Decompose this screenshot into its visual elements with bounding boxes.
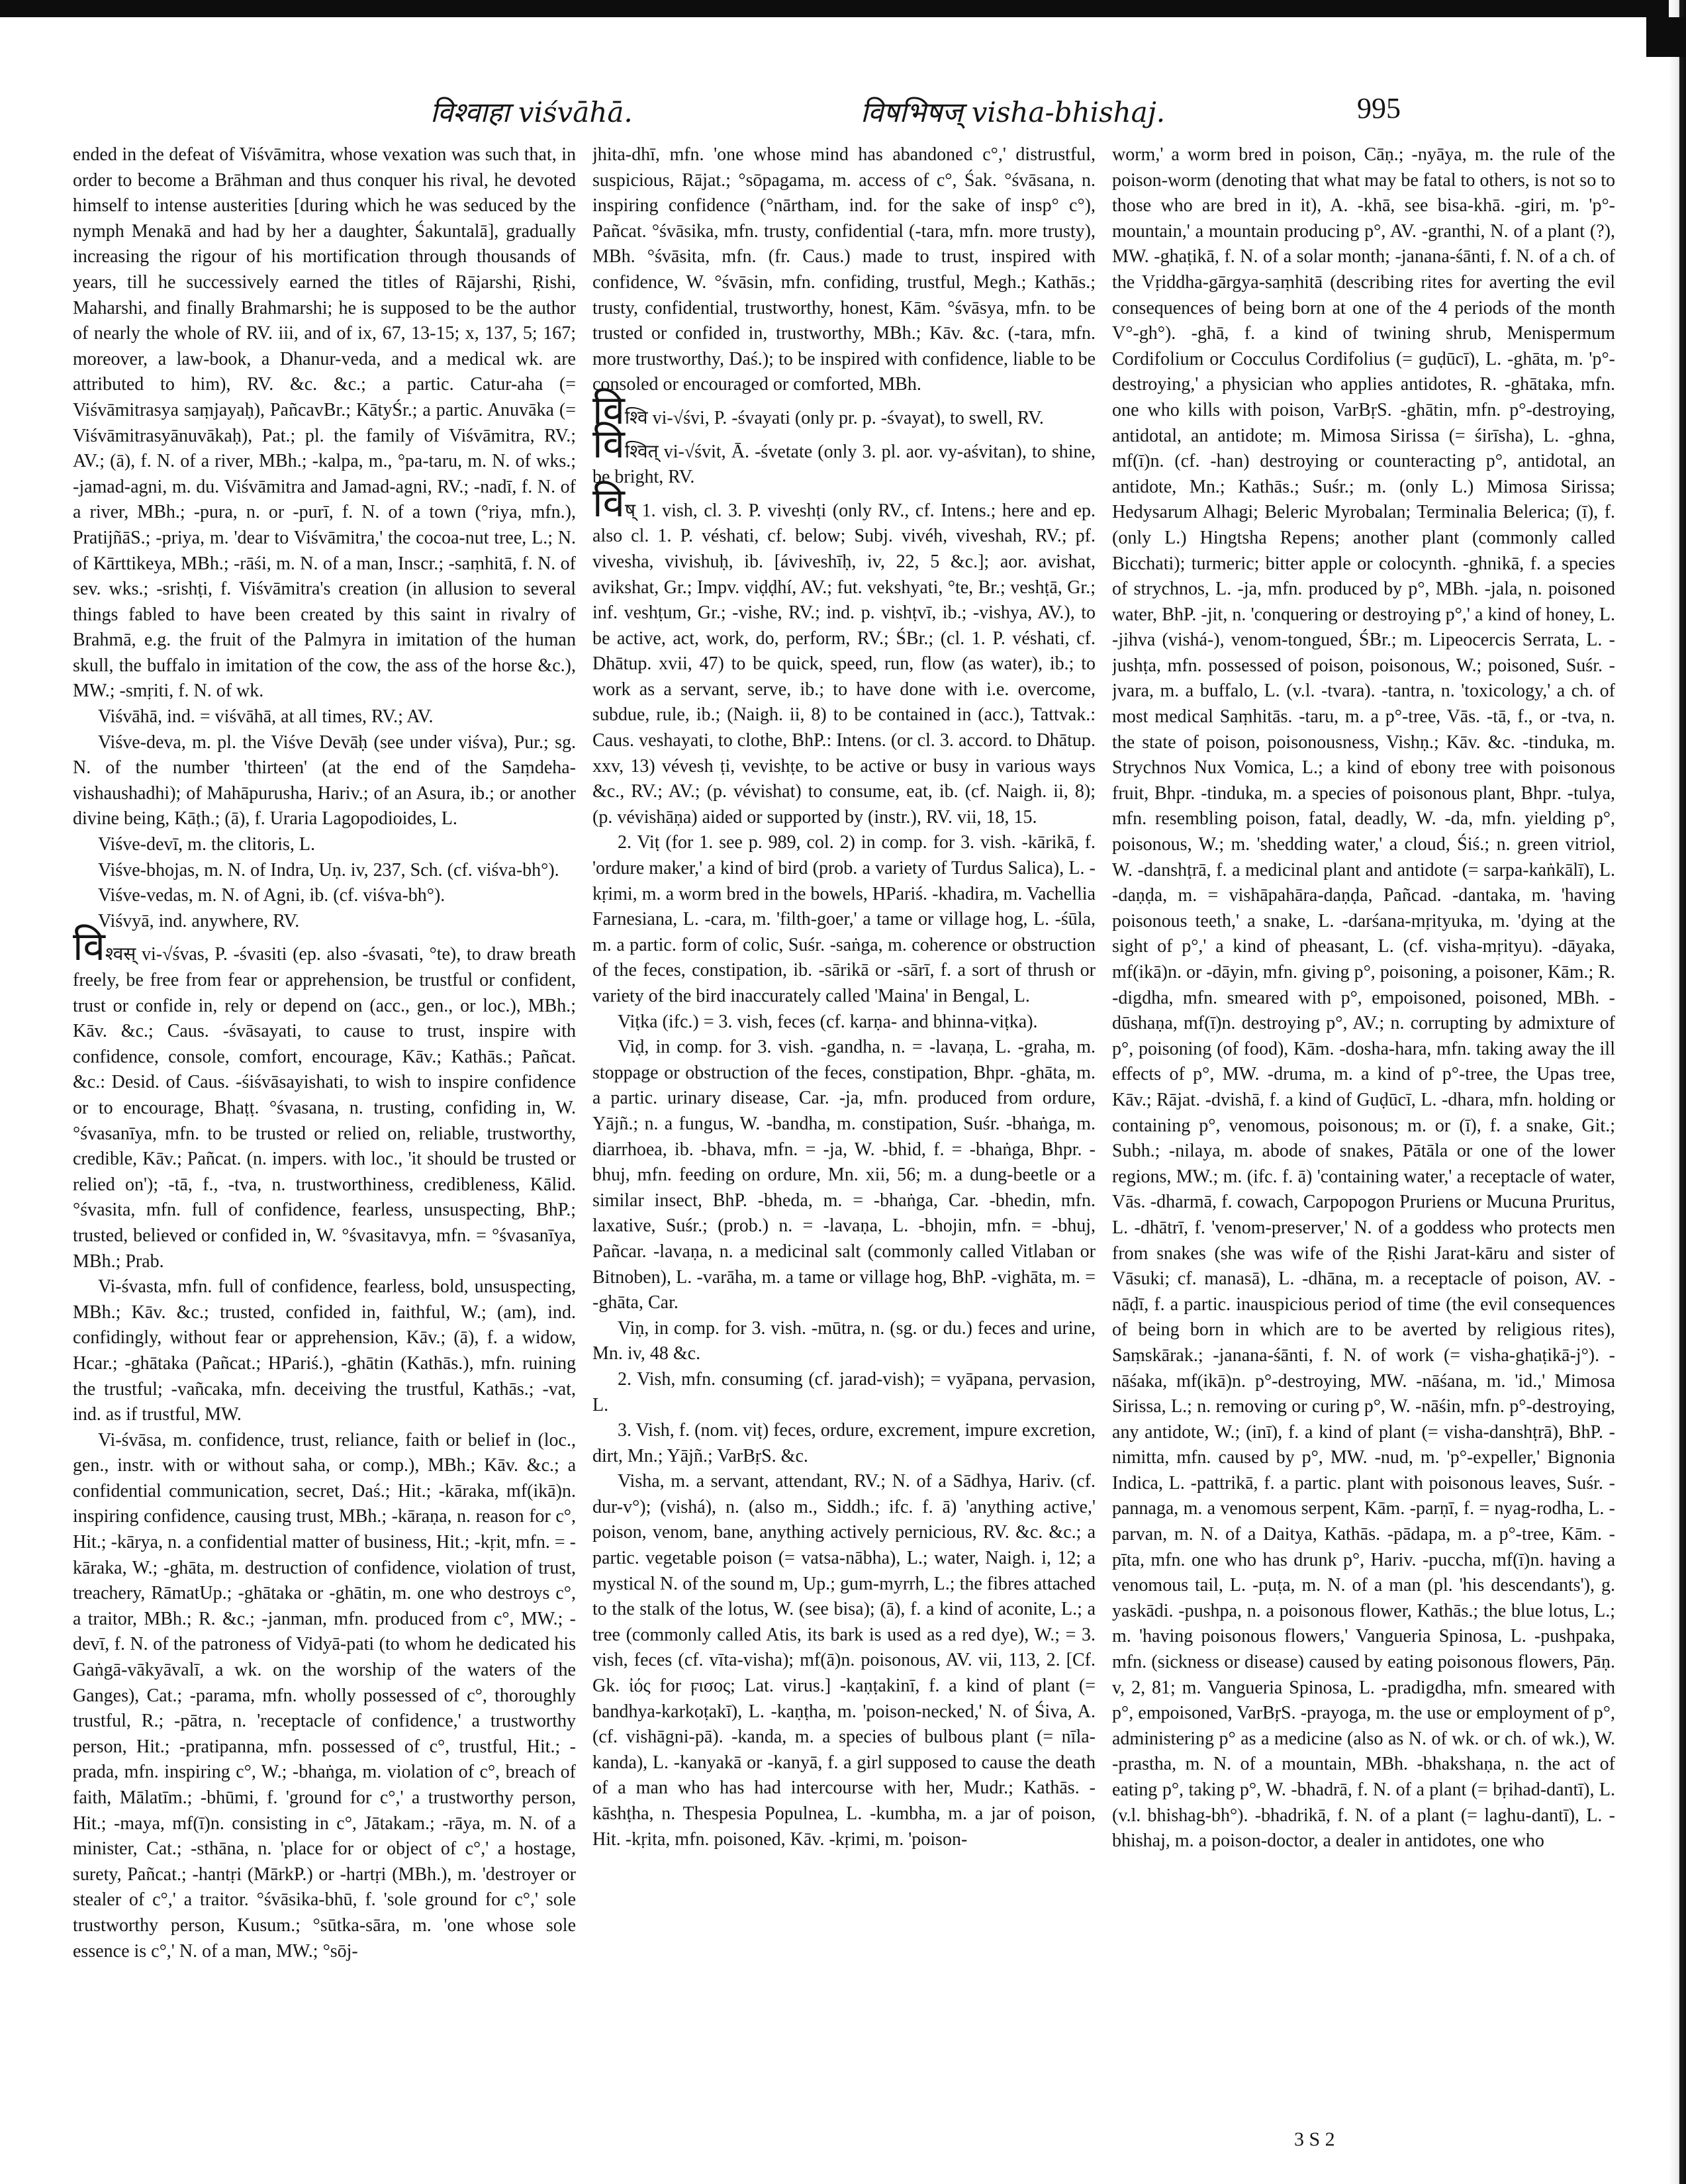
dictionary-entry: विश्वि vi-√śvi, P. -śvayati (only pr. p. -śvayat), to swell, RV. xyxy=(592,388,1044,432)
dictionary-entry: 3. Vish, f. (nom. viṭ) feces, ordure, excrement, impure excretion, dirt, Mn.; Yājñ.; VarBṛS. &c. xyxy=(592,1420,1096,1466)
scan-corner-mark xyxy=(1646,17,1686,57)
scan-top-border xyxy=(0,0,1686,17)
dictionary-column-1 xyxy=(73,142,576,2095)
dictionary-entry: Vi-śvāsa, m. confidence, trust, reliance, faith or belief in (loc., gen., instr. with or without saha, or comp.), MBh.; Kāv. &c.; a confidential communication, secret, Daś.; Hit.; -kāraka, mf(ikā)n. inspiring confidence, causing trust, MBh.; -kāraṇa, n. reason for c°, Hit.; -kārya, n. a confidential matter of business, Hit.; -kṛit, mfn. = -kāraka, W.; -ghāta, m. destruction of confidence, violation of trust, treachery, RāmatUp.; -ghātaka or -ghātin, m. one who destroys c°, a traitor, MBh.; R. &c.; -janman, mfn. produced from c°, MW.; -devī, f. N. of the patroness of Vidyā-pati (to whom he dedicated his Gaṅgā-vākyāvalī, a wk. on the worship of the waters of the Ganges), Cat.; -parama, mfn. wholly possessed of c°, thoroughly trustful, R.; -pātra, n. 'receptacle of confidence,' a trustworthy person, Hit.; -pratipanna, mfn. possessed of c°, trustful, Hit.; -prada, mfn. inspiring c°, W.; -bhaṅga, m. violation of c°, breach of faith, Mālatīm.; -bhūmi, f. 'ground for c°,' a trustworthy person, Hit.; -maya, mf(ī)n. consisting in c°, Jātakam.; -rāya, m. N. of a minister, Cat.; -sthāna, n. 'place for or object of c°,' a hostage, surety, Pañcat.; -hantṛi (MārkP.) or -hartṛi (MBh.), m. 'destroyer or stealer of c°,' a traitor. °śvāsika-bhū, f. 'sole ground for c°,' sole trustworthy person, Kusum.; °sūtka-sāra, m. 'one whose sole essence is c°,' N. of a man, MW.; °sōj- xyxy=(73,1429,576,1962)
dictionary-entry: jhita-dhī, mfn. 'one whose mind has abandoned c°,' distrustful, suspicious, Rājat.; °sōpagama, m. access of c°, Śak. °śvāsana, n. inspiring confidence (°nārtham, ind. for the sake of insp° c°), Pañcat. °śvāsika, mfn. trusty, confidential (-tara, mfn. more trusty), MBh. °śvāsita, mfn. (fr. Caus.) made to trust, inspired with confidence, W. °śvāsin, mfn. confiding, trustful, Megh.; Kathās.; trusty, confidential, trustworthy, honest, Kām. °śvāsya, mfn. to be trusted or confided in, trustworthy, MBh.; Kāv. &c. (-tara, mfn. more trustworthy, Daś.); to be inspired with confidence, liable to be consoled or encouraged or comforted, MBh. xyxy=(592,144,1096,395)
page-number: 995 xyxy=(1357,92,1401,124)
dictionary-entry: Vi-śvasta, mfn. full of confidence, fearless, bold, unsuspecting, MBh.; Kāv. &c.; trusted, confided in, faithful, W.; (am), ind. confidingly, without fear or apprehension, Kāv.; (ā), f. a widow, Hcar.; -ghātaka (Pañcat.; HPariś.), -ghātin (Kathās.), mfn. ruining the trustful; -vañcaka, mfn. deceiving the trustful, Kathās.; -vat, ind. as if trustful, MW. xyxy=(73,1276,576,1425)
dictionary-entry: विश्वस् vi-√śvas, P. -śvasiti (ep. also -śvasati, °te), to draw breath freely, be free from fear or apprehension, be trustful or confident, trust or confide in, rely or depend on (acc., gen., or loc.), MBh.; Kāv. &c.; Caus. -śvāsayati, to cause to trust, inspire with confidence, console, comfort, encourage, Kāv.; Kathās.; Pañcat. &c.: Desid. of Caus. -śiśvāsayishati, to wish to inspire confidence or to encourage, Bhaṭṭ. °śvasana, n. trusting, confiding in, W. °śvasanīya, mfn. to be trusted or relied on, reliable, trustworthy, credible, Kāv.; Pañcat. (n. impers. with loc., 'it should be trusted or relied on'); -tā, f., -tva, n. trustworthiness, credibleness, Kālid. °śvasita, mfn. full of confidence, fearless, unsuspecting, BhP.; trusted, believed or confided in, W. °śvasitavya, mfn. = °śvasanīya, MBh.; Prab. xyxy=(73,925,576,1272)
dictionary-entry: Viśve-bhojas, m. N. of Indra, Uṇ. iv, 237, Sch. (cf. viśva-bh°). xyxy=(98,859,559,880)
scan-right-edge xyxy=(1669,0,1686,2184)
dictionary-entry: Viśve-vedas, m. N. of Agni, ib. (cf. viśva-bh°). xyxy=(98,885,445,906)
dictionary-column-2 xyxy=(592,142,1096,2095)
dictionary-column-3 xyxy=(1112,142,1615,2095)
dictionary-entry: 2. Vish, mfn. consuming (cf. jarad-vish); = vyāpana, pervasion, L. xyxy=(592,1368,1096,1415)
dictionary-entry: Viśvāhā, ind. = viśvāhā, at all times, RV.; AV. xyxy=(98,706,434,728)
dictionary-entry: Viḍ, in comp. for 3. vish. -gandha, n. = -lavaṇa, L. -graha, m. stoppage or obstruction of the feces, constipation, Bhpr. -ghāta, m. a partic. urinary disease, Car. -ja, mfn. produced from ordure, Yājñ.; n. a fungus, W. -bandha, m. constipation, Suśr. -bhaṅga, m. diarrhoea, ib. -bhava, mfn. = -ja, W. -bhid, f. = -bhaṅga, Bhpr. -bhuj, mfn. feeding on ordure, Mn. xii, 56; m. a dung-beetle or a similar insect, BhP. -bheda, m. = -bhaṅga, Car. -bhedin, mfn. laxative, Suśr.; (prob.) n. = -lavaṇa, L. -bhojin, mfn. = -bhuj, Pañcar. -lavaṇa, n. a medicinal salt (commonly called Vitlaban or Bitnoben), L. -varāha, m. a tame or village hog, BhP. -vighāta, m. = -ghāta, Car. xyxy=(592,1037,1096,1313)
dictionary-entry: विष् 1. vish, cl. 3. P. viveshṭi (only RV., cf. Intens.; here and ep. also cl. 1. P. véshati, cf. below; Subj. vivéh, viveshah, RV.; pf. vivesha, vivishuḥ, ib. [áviveshīḥ, iv, 22, 5 &c.]; aor. avishat, avikshat, Gr.; Impv. viḍḍhí, AV.; fut. vekshyati, °te, Br.; veshṭā, Gr.; inf. veshṭum, Gr.; -vishe, RV.; ind. p. vishṭvī, ib.; -vishya, AV.), to be active, act, work, do, perform, RV.; ŚBr.; (cl. 1. P. véshati, cf. Dhātup. xvii, 47) to be quick, speed, run, flow (as water), ib.; to work as a servant, serve, ib.; to have done with i.e. overcome, subdue, rule, ib.; (Naigh. ii, 8) to be contained in (acc.), Tattvak.: Caus. veshayati, to clothe, BhP.: Intens. (or cl. 3. accord. to Dhātup. xxv, 13) vévesh ṭi, vevishṭe, to be active or busy in various ways &c., RV.; AV.; (p. vévishat) to consume, eat, ib. (cf. Naigh. ii, 8); (p. vévishāṇa) aided or supported by (instr.), RV. vii, 18, 15. xyxy=(592,481,1096,828)
signature-mark: 3 S 2 xyxy=(1294,2128,1335,2150)
dictionary-entry: Viṇ, in comp. for 3. vish. -mūtra, n. (sg. or du.) feces and urine, Mn. iv, 48 &c. xyxy=(592,1317,1096,1364)
running-head-left: विश्वाहा viśvāhā. xyxy=(430,96,633,128)
dictionary-entry: विश्वित् vi-√śvit, Ā. -śvetate (only 3. pl. aor. vy-aśvitan), to shine, be bright, RV. xyxy=(592,422,1096,488)
dictionary-entry: Visha, m. a servant, attendant, RV.; N. of a Sādhya, Hariv. (cf. dur-v°); (vishá), n. (also m., Siddh.; ifc. f. ā) 'anything active,' poison, venom, bane, anything actively pernicious, RV. &c. &c.; a partic. vegetable poison (= vatsa-nābha), L.; water, Naigh. i, 12; a mystical N. of the sound m, Up.; gum-myrrh, L.; the fibres attached to the stalk of the lotus, W. (see bisa); (ā), f. a kind of aconite, L.; a tree (commonly called Atis, its bark is used as a red dye), W.; = 3. vish, feces (cf. vīta-visha); mf(ā)n. poisonous, AV. vii, 113, 2. [Cf. Gk. ἰός for ϝισος; Lat. virus.] -kaṇṭakinī, f. a kind of plant (= bandhya-karkoṭakī), L. -kaṇṭha, m. 'poison-necked,' N. of Śiva, A. (cf. vishāgni-pā). -kanda, m. a species of bulbous plant (= nīla-kanda), L. -kanyakā or -kanyā, f. a girl supposed to cause the death of a man who has had intercourse with her, Mudr.; Kathās. -kāshṭha, n. Thespesia Populnea, L. -kumbha, m. a jar of poison, Hit. -kṛita, mfn. poisoned, Kāv. -kṛimi, m. 'poison- xyxy=(592,1471,1096,1850)
dictionary-entry: 2. Viṭ (for 1. see p. 989, col. 2) in comp. for 3. vish. -kārikā, f. 'ordure maker,' a kind of bird (prob. a variety of Turdus Salica), L. -kṛimi, m. a worm bred in the bowels, HPariś. -khadira, m. Vachellia Farnesiana, L. -cara, m. 'filth-goer,' a tame or village hog, L. -śūla, m. a partic. form of colic, Suśr. -saṅga, m. coherence or obstruction of the feces, constipation, ib. -sārikā or -sārī, f. a sort of thrush or variety of the bird inaccurately called 'Maina' in Bengal, L. xyxy=(592,832,1096,1006)
dictionary-entry: Viśvyā, ind. anywhere, RV. xyxy=(98,910,300,931)
dictionary-entry: Viśve-deva, m. pl. the Viśve Devāḥ (see under viśva), Pur.; sg. N. of the number 'thirteen' (at the end of the Saṃdeha-vishaushadhi); of Mahāpurusha, Hariv.; of an Asura, ib.; or another divine being, Kāṭh.; (ā), f. Uraria Lagopodioides, L. xyxy=(73,732,576,830)
dictionary-entry: ended in the defeat of Viśvāmitra, whose vexation was such that, in order to become a Brāhman and thus conquer his rival, he devoted himself to intense austerities [during which he was seduced by the nymph Menakā and had by her a daughter, Śakuntalā], gradually increasing the rigour of his mortification through thousands of years, till he successively earned the titles of Rājarshi, Ṛishi, Maharshi, and finally Brahmarshi; he is supposed to be the author of nearly the whole of RV. iii, and of ix, 67, 13-15; x, 137, 5; 167; moreover, a law-book, a Dhanur-veda, and a medical wk. are attributed to him), RV. &c. &c.; a partic. Catur-aha (= Viśvāmitrasya saṃjayaḥ), PañcavBr.; KātyŚr.; a partic. Anuvāka (= Viśvāmitrasyānuvākaḥ), Pat.; pl. the family of Viśvāmitra, RV.; AV.; (ā), f. N. of a river, MBh.; -kalpa, m., °pa-taru, m. N. of wks.; -jamad-agni, m. du. Viśvāmitra and Jamad-agni, RV.; -nadī, f. N. of a river, MBh.; -pura, n. or -purī, f. N. of a town (°riya, mfn.), PratijñāS.; -priya, m. 'dear to Viśvāmitra,' the cocoa-nut tree, L.; N. of Kārttikeya, MBh.; -rāśi, m. N. of a man, Inscr.; -saṃhitā, f. N. of sev. wks.; -srishṭi, f. Viśvāmitra's creation (in allusion to several things fabled to have been created by this saint in rivalry of Brahmā, e.g. the fruit of the Palmyra in imitation of the human skull, the buffalo in imitation of the cow, the ass of the horse &c.), MW.; -smṛiti, f. N. of wk. xyxy=(73,144,576,702)
dictionary-entry: Viśve-devī, m. the clitoris, L. xyxy=(98,834,316,855)
dictionary-entry: Viṭka (ifc.) = 3. vish, feces (cf. karṇa- and bhinna-viṭka). xyxy=(618,1011,1038,1032)
running-head-right: विषभिषज् visha-bhishaj. xyxy=(861,96,1166,128)
dictionary-entry: worm,' a worm bred in poison, Cāṇ.; -nyāya, m. the rule of the poison-worm (denoting that what may be fatal to others, is not so to those who are bred in it), A. -khā, see bisa-khā. -giri, m. 'p°-mountain,' a mountain producing p°, AV. -granthi, N. of a plant (?), MW. -ghaṭikā, f. N. of a solar month; -janana-śānti, f. N. of a ch. of the Vṛiddha-gārgya-saṃhitā (describing rites for averting the evil consequences of being born at one of the 4 periods of the month V°-gh°). -ghā, f. a kind of twining shrub, Menispermum Cordifolium or Cocculus Cordifolius (= guḍūcī), L. -ghāta, m. 'p°-destroying,' a physician who applies antidotes, R. -ghātaka, mfn. one who kills with poison, VarBṛS. -ghātin, mfn. p°-destroying, antidotal, an antidote; m. Mimosa Sirissa (= śirīsha), L. -ghna, mf(ī)n. (cf. -han) destroying or counteracting p°, antidotal, an antidote, Mn.; Kathās.; Suśr.; m. (only L.) Mimosa Sirissa; Hedysarum Alhagi; Beleric Myrobalan; Terminalia Belerica; (ī), f. (only L.) Hingtsha Repens; another plant (commonly called Bicchati); turmeric; bitter apple or colocynth. -ghnikā, f. a species of strychnos, L. -ja, mfn. produced by p°, MBh. -jala, n. poisoned water, BhP. -jit, n. 'conquering or destroying p°,' a kind of honey, L. -jihva (vishá-), venom-tongued, ŚBr.; m. Lipeocercis Serrata, L. -jushṭa, mfn. possessed of poison, poisonous, W.; poisoned, Suśr. -jvara, m. a buffalo, L. (v.l. -tvara). -tantra, n. 'toxicology,' a ch. of most medical Saṃhitās. -taru, m. a p°-tree, Vās. -tā, f., or -tva, n. the state of poison, poisonousness, Vishṇ.; Kāv. &c. -tinduka, m. Strychnos Nux Vomica, L.; a kind of ebony tree with poisonous fruit, Bhpr. -tinduka, m. a species of poisonous plant, Bhpr. -tulya, mfn. resembling poison, fatal, deadly, W. -da, mfn. yielding p°, poisonous, W.; m. 'shedding water,' a cloud, Śiś.; n. green vitriol, W. -danshṭrā, f. a medicinal plant and antidote (= sarpa-kaṅkālī), L. -daṇḍa, m. = vishāpahāra-daṇḍa, Pañcad. -dantaka, m. 'having poisonous teeth,' a snake, L. -darśana-mṛityuka, m. 'dying at the sight of p°,' a kind of pheasant, L. (cf. visha-mṛityu). -dāyaka, mf(ikā)n. or -dāyin, mfn. giving p°, poisoning, a poisoner, Kām.; R. -digdha, mfn. smeared with p°, empoisoned, poisoned, MBh. -dūshaṇa, mf(ī)n. destroying p°, AV.; n. corrupting by admixture of p°, poisoning (of food), Kām. -dosha-hara, mfn. taking away the ill effects of p°, MW. -druma, m. a kind of p°-tree, the Upas tree, Kāv.; Rājat. -dvishā, f. a kind of Guḍūcī, L. -dhara, mfn. holding or containing p°, venomous, poisonous; m. or (ī), f. a snake, Git.; Subh.; -nilaya, m. abode of snakes, Pātāla or one of the lower regions, MW.; m. (ifc. f. ā) 'containing water,' a receptacle of water, Vās. -dharmā, f. cowach, Carpopogon Pruriens or Mucuna Pruritus, L. -dhātrī, f. 'venom-preserver,' N. of a goddess who protects men from snakes (she was wife of the Ṛishi Jarat-kāru and sister of Vāsuki; cf. manasā), L. -dhāna, m. a receptacle of poison, AV. -nāḍī, f. a partic. inauspicious period of time (the evil consequences of being born in which are to be averted by religious rites), Saṃskārak.; -janana-śānti, f. N. of work (= visha-ghaṭikā-j°). -nāśaka, mf(ikā)n. p°-destroying, MW. -nāśana, m. 'id.,' Mimosa Sirissa, L.; n. removing or curing p°, W. -nāśin, mfn. p°-destroying, any antidote, W.; (inī), f. a kind of plant (= visha-danshṭrā), BhP. -nimitta, mfn. caused by p°, MW. -nud, m. 'p°-expeller,' Bignonia Indica, L. -pattrikā, f. a partic. plant with poisonous leaves, Suśr. -pannaga, m. a venomous serpent, Kām. -parṇī, f. = nyag-rodha, L. -parvan, m. N. of a Daitya, Kathās. -pādapa, m. a p°-tree, Kām. -pīta, mfn. one who has drunk p°, Hariv. -puccha, mf(ī)n. having a venomous tail, L. -puṭa, m. N. of a man (pl. 'his descendants'), g. yaskādi. -pushpa, n. a poisonous flower, Kathās.; the blue lotus, L.; m. 'having poisonous flowers,' Vangueria Spinosa, L. -pushpaka, mfn. (sickness or disease) caused by eating poisonous flowers, Pāṇ. v, 2, 81; m. Vangueria Spinosa, L. -pradigdha, mfn. smeared with p°, empoisoned, VarBṛS. -prayoga, m. the use or employment of p°, administering p° as a medicine (also as N. of wk. or ch. of wk.), W. -prastha, m. N. of a mountain, MBh. -bhakshaṇa, n. the act of eating p°, taking p°, W. -bhadrā, f. N. of a plant (= bṛihad-dantī), L. (v.l. bhishag-bh°). -bhadrikā, f. N. of a plant (= laghu-dantī), L. -bhishaj, m. a poison-doctor, a dealer in antidotes, one who xyxy=(1112,144,1615,1852)
